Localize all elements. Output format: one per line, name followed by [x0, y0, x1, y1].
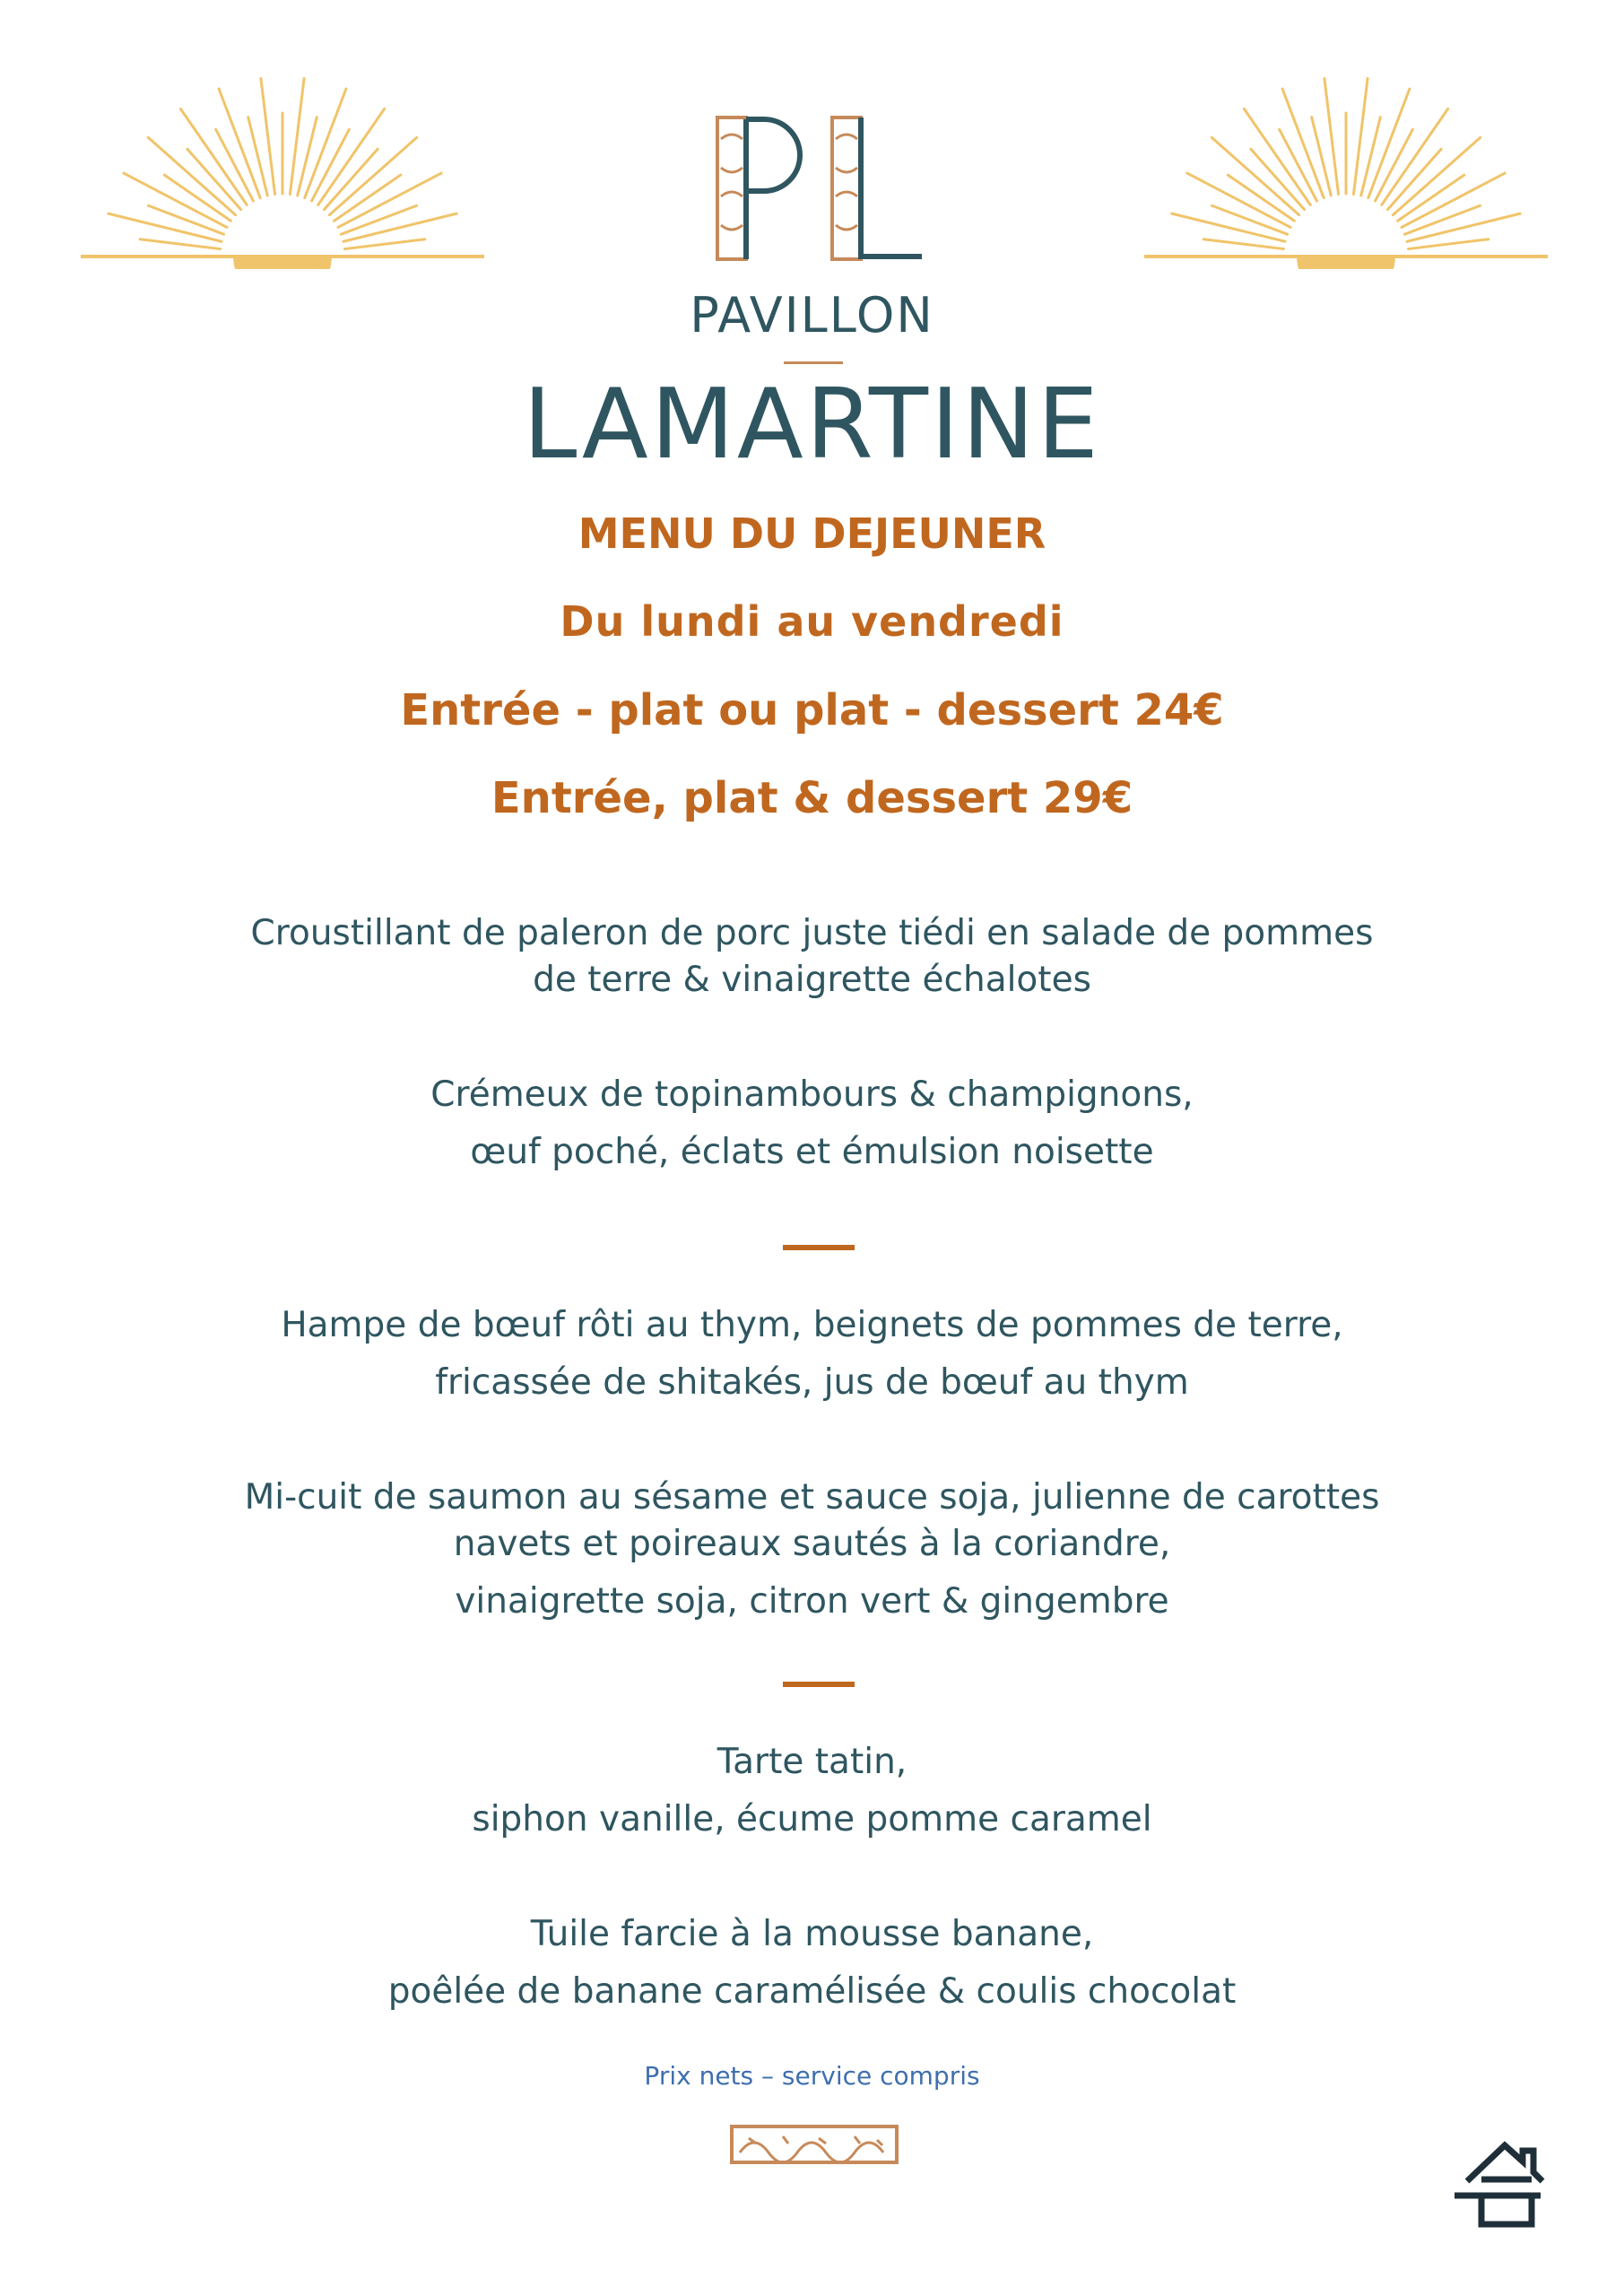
brand-name-top: PAVILLON — [690, 287, 934, 344]
dessert-2-line-1: Tuile farcie à la mousse banane, — [530, 1914, 1094, 1954]
sun-ray — [298, 117, 317, 196]
sun-ray — [1361, 117, 1381, 196]
home-icon — [1451, 2135, 1559, 2233]
main-1-line-2: fricassée de shitakés, jus de bœuf au thym — [435, 1362, 1189, 1403]
sun-ray — [318, 109, 385, 204]
sun-ray — [344, 239, 424, 249]
sun-ray — [1244, 109, 1310, 204]
starter-2-line-1: Crémeux de topinambours & champignons, — [430, 1074, 1194, 1115]
main-1-line-1: Hampe de bœuf rôti au thym, beignets de pommes de terre, — [281, 1305, 1343, 1345]
sun-ray — [1393, 137, 1480, 214]
pl-monogram-logo — [708, 112, 933, 265]
sun-ray — [1203, 239, 1283, 249]
sun-ray — [1312, 117, 1332, 196]
main-2-line-1: Mi-cuit de saumon au sésame et sauce soja, julienne de carottes — [244, 1477, 1380, 1518]
starter-1-line-1: Croustillant de paleron de porc juste tiédi en salade de pommes — [250, 913, 1374, 953]
sun-ray — [1211, 137, 1298, 214]
sun-ray — [329, 137, 416, 214]
sun-ray — [248, 117, 268, 196]
sun-ray — [148, 137, 235, 214]
sunburst-icon — [81, 54, 484, 269]
starter-2-line-2: œuf poché, éclats et émulsion noisette — [470, 1132, 1154, 1172]
brand-divider — [784, 361, 843, 364]
main-2-line-2: navets et poireaux sautés à la coriandre, — [453, 1524, 1171, 1564]
sun-ray — [1382, 109, 1448, 204]
section-divider — [783, 1245, 855, 1250]
main-2-line-3: vinaigrette soja, citron vert & gingembre — [455, 1581, 1169, 1622]
menu-days: Du lundi au vendredi — [560, 597, 1064, 646]
starter-1-line-2: de terre & vinaigrette échalotes — [533, 960, 1091, 1000]
sunburst-icon — [1144, 54, 1548, 269]
menu-title: MENU DU DEJEUNER — [578, 509, 1046, 558]
sun-ray — [1408, 239, 1488, 249]
price-note: Prix nets – service compris — [644, 2061, 980, 2091]
ornament-icon — [729, 2124, 899, 2165]
brand-name-main: LAMARTINE — [523, 369, 1101, 481]
sun-ray — [140, 239, 220, 249]
section-divider — [783, 1682, 855, 1687]
menu-formula-2: Entrée, plat & dessert 29€ — [491, 773, 1133, 823]
menu-formula-1: Entrée - plat ou plat - dessert 24€ — [400, 685, 1224, 735]
dessert-1-line-1: Tarte tatin, — [716, 1742, 908, 1782]
dessert-2-line-2: poêlée de banane caramélisée & coulis chocolat — [387, 1971, 1237, 2012]
dessert-1-line-2: siphon vanille, écume pomme caramel — [472, 1799, 1152, 1839]
sun-ray — [180, 109, 247, 204]
